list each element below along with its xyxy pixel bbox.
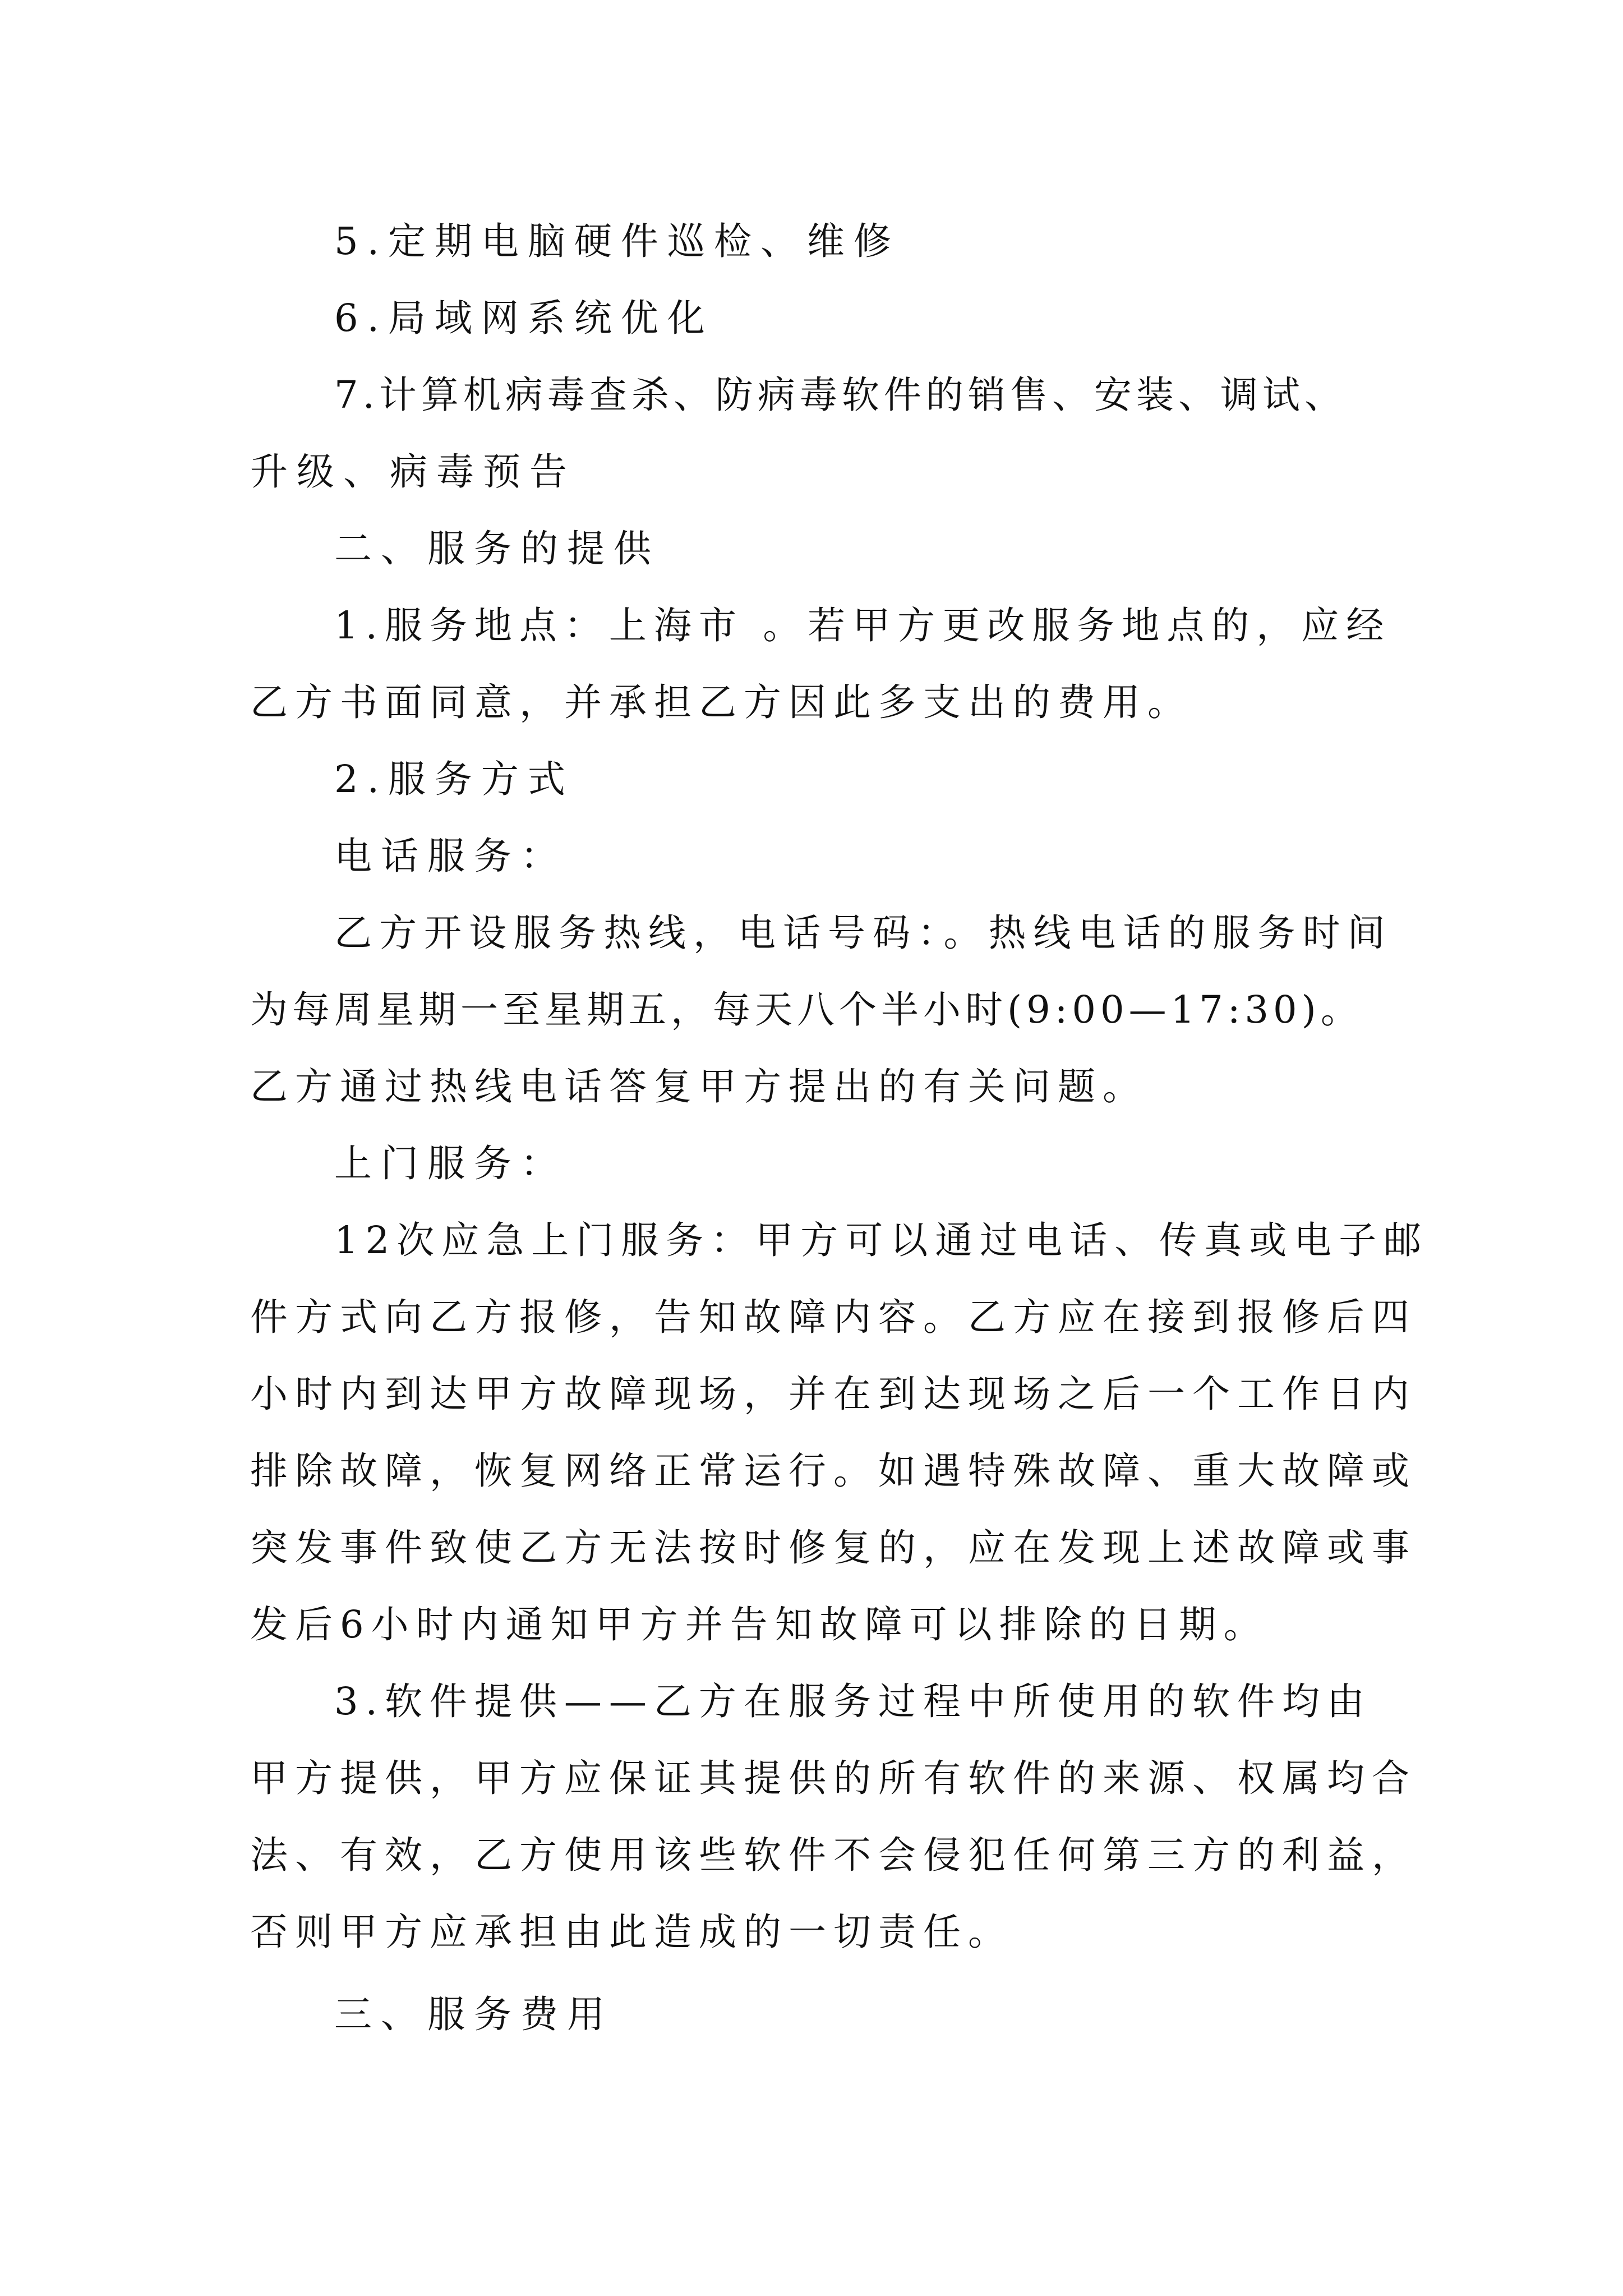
list-item-antivirus: 7.计算机病毒查杀、防病毒软件的销售、安装、调试、 [334,373,1347,417]
paragraph-software: 3.软件提供——乙方在服务过程中所使用的软件均由 [334,1680,1372,1723]
paragraph-software-end: 否则甲方应承担由此造成的一切责任。 [250,1910,1013,1954]
list-item-lan-optimization: 6.局域网系统优化 [334,296,714,340]
paragraph-hotline-end: 乙方通过热线电话答复甲方提出的有关问题。 [250,1065,1147,1108]
list-item-hardware-inspection: 5.定期电脑硬件巡检、维修 [334,219,900,263]
paragraph-service-location-cont: 乙方书面同意，并承担乙方因此多支出的费用。 [250,680,1192,724]
list-item-antivirus-cont: 升级、病毒预告 [250,450,576,494]
section-heading-fees: 三、服务费用 [334,1993,614,2036]
paragraph-onsite-cont-1: 件方式向乙方报修，告知故障内容。乙方应在接到报修后四 [250,1295,1417,1339]
paragraph-onsite-cont-2: 小时内到达甲方故障现场，并在到达现场之后一个工作日内 [250,1372,1417,1416]
paragraph-software-cont-1: 甲方提供，甲方应保证其提供的所有软件的来源、权属均合 [250,1756,1417,1800]
paragraph-service-location: 1.服务地点：上海市 。若甲方更改服务地点的，应经 [334,604,1391,647]
paragraph-software-cont-2: 法、有效，乙方使用该些软件不会侵犯任何第三方的利益， [250,1833,1417,1877]
subheading-service-method: 2.服务方式 [334,757,574,801]
paragraph-hotline: 乙方开设服务热线，电话号码：。热线电话的服务时间 [334,911,1393,955]
paragraph-onsite: 12次应急上门服务：甲方可以通过电话、传真或电子邮 [334,1218,1429,1262]
paragraph-hotline-cont: 为每周星期一至星期五，每天八个半小时(9:00—17:30)。 [250,988,1363,1032]
subheading-phone-service: 电话服务： [334,834,567,878]
paragraph-onsite-cont-3: 排除故障，恢复网络正常运行。如遇特殊故障、重大故障或 [250,1449,1417,1493]
paragraph-onsite-end: 发后6小时内通知甲方并告知故障可以排除的日期。 [250,1603,1269,1646]
paragraph-onsite-cont-4: 突发事件致使乙方无法按时修复的，应在发现上述故障或事 [250,1526,1417,1570]
section-heading-service: 二、服务的提供 [334,527,660,570]
subheading-onsite-service: 上门服务： [334,1142,567,1185]
